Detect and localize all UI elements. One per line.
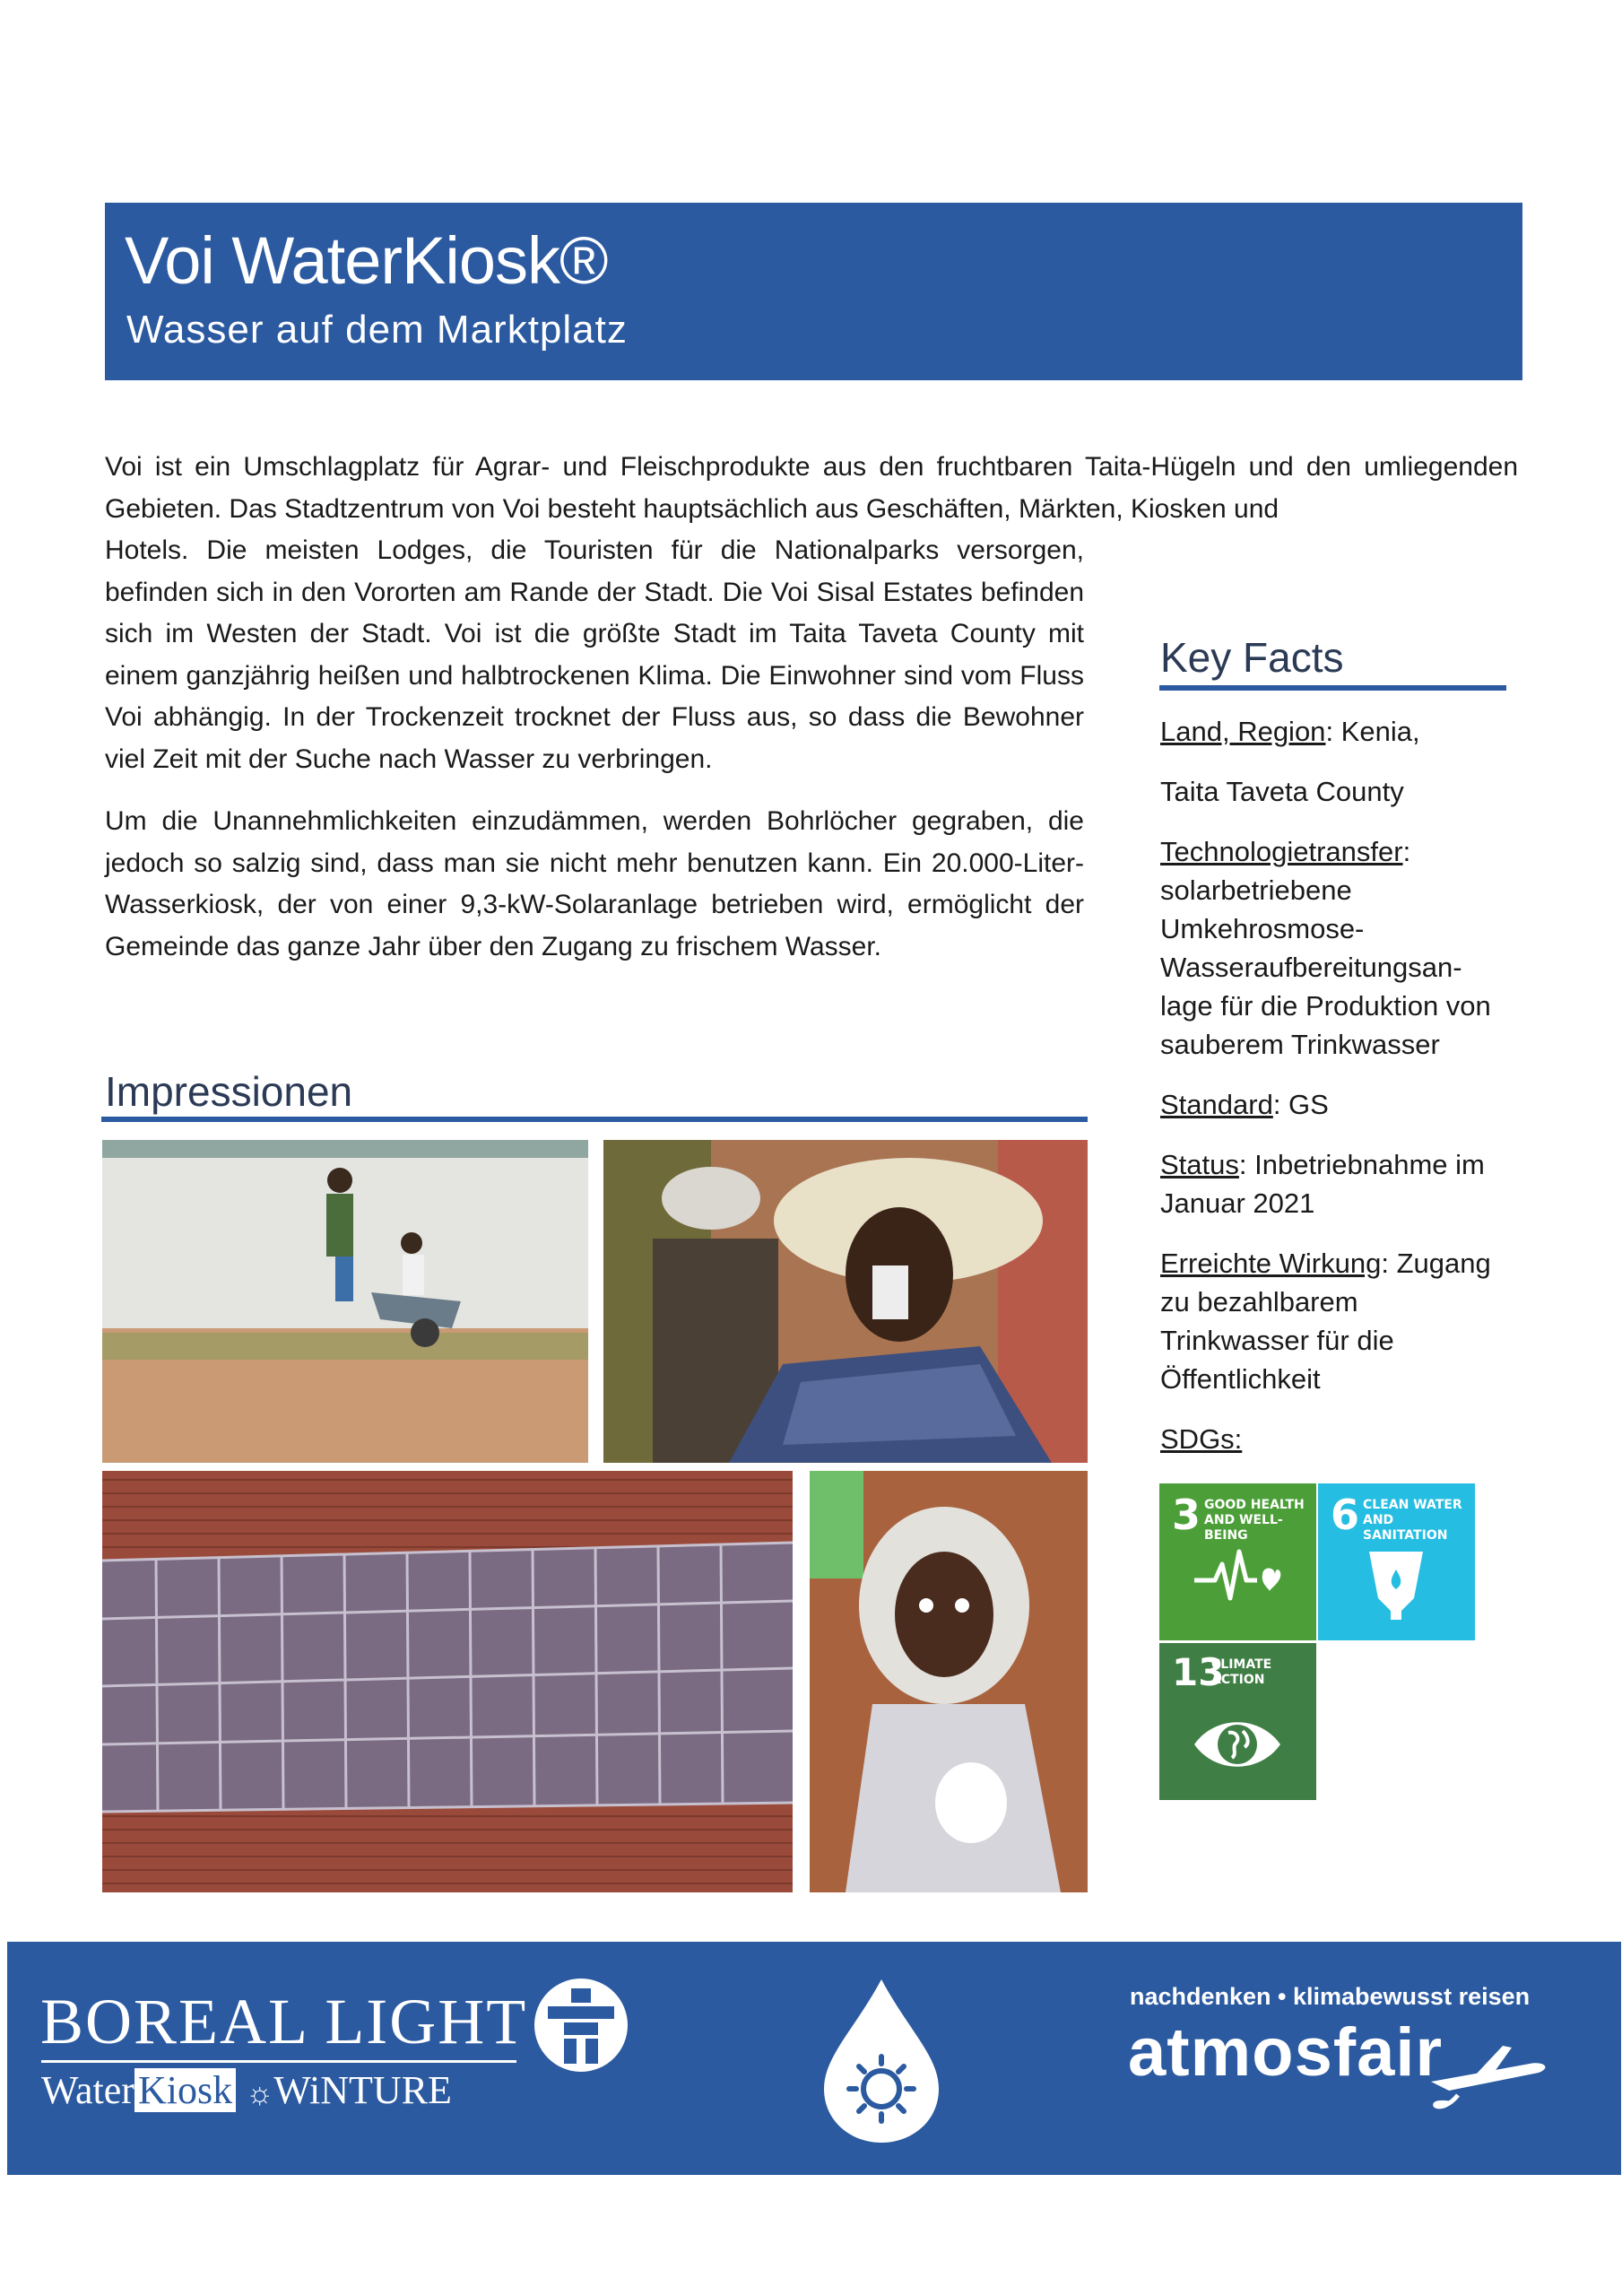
eye-earth-icon: [1193, 1704, 1282, 1785]
photo-woman-drinking: [603, 1140, 1088, 1463]
boreal-logo-rule: [41, 2060, 516, 2063]
key-facts-list: [1160, 712, 1519, 1480]
fact-technology: Technologietransfer: solarbetriebene Umkehrosmose-Wasseraufbereitungsan-lage für die Produktion von sauberem Trinkwasser: [1160, 832, 1519, 1064]
fact-status-label: Status: [1160, 1149, 1239, 1180]
atmosfair-tagline: nachdenken • klimabewusst reisen: [1130, 1983, 1531, 2010]
footer-banner: [7, 1942, 1621, 2175]
fact-standard-value: : GS: [1272, 1089, 1329, 1120]
fact-status-value: : Inbetriebnahme im Januar 2021: [1160, 1149, 1485, 1219]
key-facts-title: Key Facts: [1160, 634, 1344, 681]
page-title: Voi WaterKiosk®: [125, 223, 608, 298]
inukshuk-icon: [532, 1976, 630, 2074]
impressions-title: Impressionen: [105, 1068, 353, 1115]
sdg-13-number: 13: [1172, 1650, 1225, 1694]
fact-land: [1160, 712, 1519, 751]
fact-region: Taita Taveta County: [1160, 776, 1404, 807]
photo-child-cup: [810, 1471, 1088, 1892]
sdg-3-number: 3: [1172, 1491, 1201, 1539]
water-word: Water: [41, 2068, 134, 2112]
fact-status: [1160, 1145, 1501, 1222]
sdg-3-tile: [1159, 1483, 1316, 1640]
key-facts-rule: [1159, 685, 1506, 691]
second-paragraph: Um die Unannehmlichkeiten einzudämmen, werden Bohrlöcher gegraben, die jedoch so salzig sind, dass man sie nicht mehr benutzen kann. Ein 20.000-Liter-Wasserkiosk, der von einer 9,3-kW-Solaranlage betrieben wird, ermöglicht der Gemeinde das ganze Jahr über den Zugang zu frischem Wasser.: [105, 806, 1084, 961]
fact-land-value: : Kenia,: [1325, 716, 1420, 747]
sdg-6-tile: [1318, 1483, 1475, 1640]
photo-boys-wheelbarrow: [102, 1140, 588, 1463]
fact-sdgs-label: SDGs:: [1160, 1423, 1243, 1455]
page-subtitle: Wasser auf dem Marktplatz: [126, 308, 628, 352]
kiosk-word: Kiosk: [134, 2068, 236, 2112]
winture-word: WiNTURE: [273, 2068, 452, 2112]
impressions-rule: [101, 1117, 1088, 1122]
sdg-6-number: 6: [1331, 1491, 1360, 1539]
photo-solar-roof: [102, 1471, 793, 1892]
fact-impact-value: : Zugang zu bezahlbarem Trinkwasser für die Öffentlichkeit: [1160, 1248, 1491, 1395]
sdg-13-tile: [1159, 1643, 1316, 1800]
water-glass-icon: [1351, 1544, 1441, 1625]
sdg-13-label: CLIMATE ACTION: [1211, 1657, 1272, 1687]
airplane-icon: [1422, 2028, 1557, 2126]
fact-standard: [1160, 1085, 1519, 1124]
fact-land-label: Land, Region: [1160, 716, 1326, 747]
sun-icon: ☼: [246, 2077, 274, 2110]
boreal-light-logo-text: BOREAL LIGHT: [40, 1986, 528, 2057]
heartbeat-icon: [1193, 1544, 1282, 1616]
header-banner: [105, 203, 1522, 380]
fact-standard-label: Standard: [1160, 1089, 1273, 1120]
fact-technology-label: Technologietransfer: [1160, 836, 1403, 867]
fact-impact-label: Erreichte Wirkung: [1160, 1248, 1382, 1279]
waterkiosk-winture-logo-text: [41, 2067, 452, 2113]
fact-technology-value: solarbetriebene Umkehrosmose-Wasseraufbereitungsan-lage für die Produktion von sauberem Trinkwasser: [1160, 874, 1491, 1060]
sdg-6-label: CLEAN WATER AND SANITATION: [1363, 1498, 1462, 1543]
intro-paragraph: Voi ist ein Umschlagplatz für Agrar- und Fleischprodukte aus den fruchtbaren Taita-Hügeln und den umliegenden Gebieten. Das Stadtzentrum von Voi besteht hauptsächlich aus Geschäften, Märkten, Kiosken und: [105, 452, 1518, 524]
intro-paragraph-continued: Hotels. Die meisten Lodges, die Touristen für die Nationalparks versorgen, befinden sich in den Vororten am Rande der Stadt. Die Voi Sisal Estates befinden sich im Westen der Stadt. Voi ist die größte Stadt im Taita Taveta County mit einem ganzjährig heißen und halbtrockenen Klima. Die Einwohner sind vom Fluss Voi abhängig. In der Trockenzeit trocknet der Fluss aus, so dass die Bewohner viel Zeit mit der Suche nach Wasser zu verbringen.: [105, 535, 1084, 774]
fact-impact: [1160, 1244, 1510, 1398]
sdg-3-label: GOOD HEALTH AND WELL-BEING: [1204, 1498, 1305, 1543]
atmosfair-logo-text: atmosfair: [1128, 2014, 1444, 2091]
water-drop-sun-icon: [819, 1976, 944, 2146]
